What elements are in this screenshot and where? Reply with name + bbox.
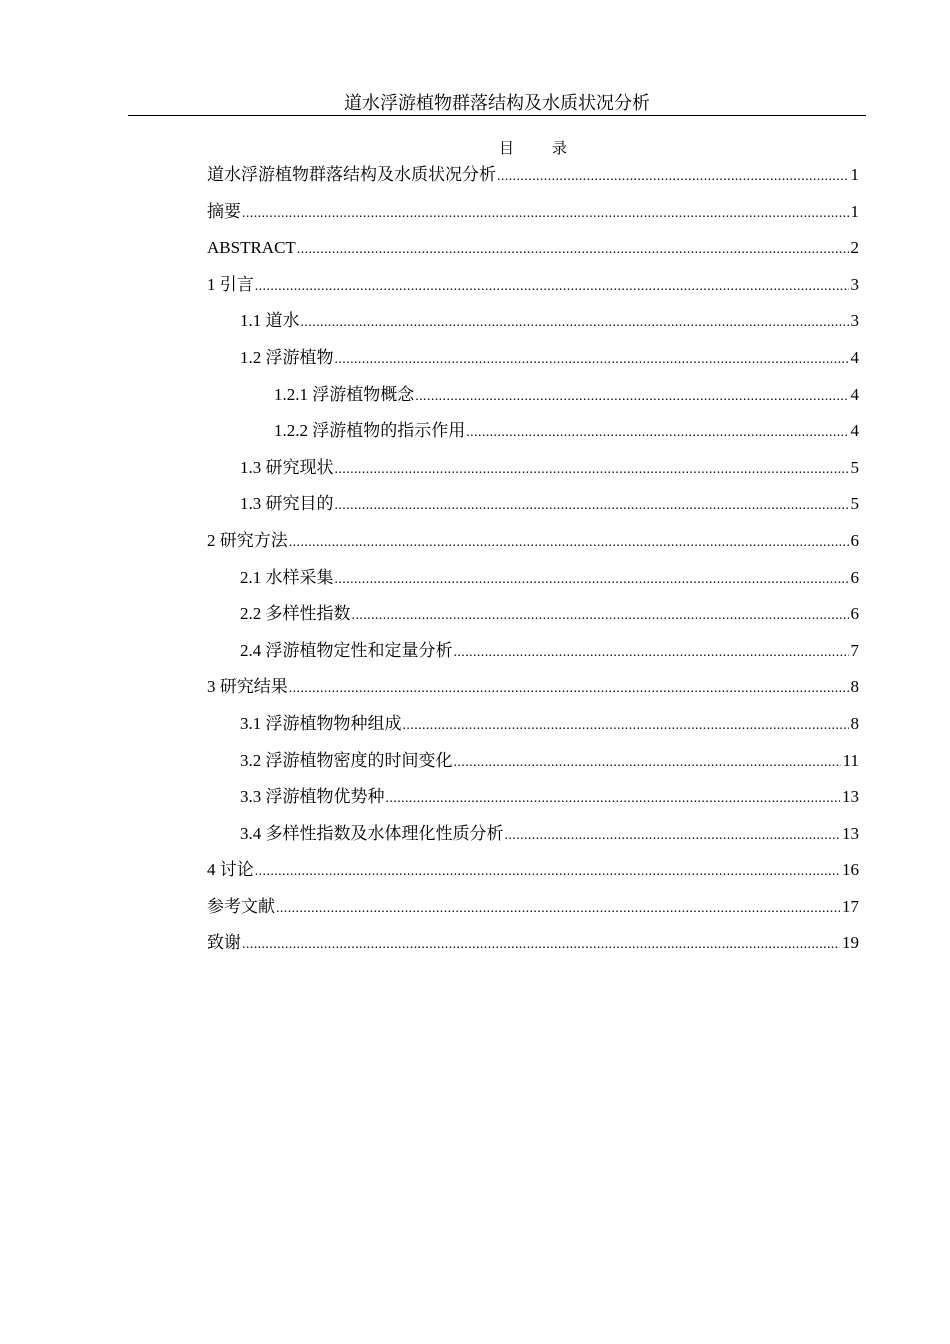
toc-entry-text: 1.2.2 浮游植物的指示作用 <box>274 421 466 441</box>
toc-entry-text: 4 讨论 <box>207 860 254 880</box>
toc-entry-text: ABSTRACT <box>207 238 296 258</box>
toc-entry-text: 1.3 研究现状 <box>240 457 334 477</box>
toc-page-number: 1 <box>850 165 859 184</box>
toc-entry[interactable] <box>207 601 859 638</box>
toc-entry[interactable] <box>207 674 859 711</box>
toc-dot-leader <box>335 457 849 483</box>
toc-page-number: 4 <box>850 421 859 441</box>
toc-dot-leader <box>386 786 841 812</box>
running-header: 道水浮游植物群落结构及水质状况分析 <box>344 93 650 113</box>
toc-entry-text: 致谢 <box>207 933 241 953</box>
toc-entry-text: 2.2 多样性指数 <box>240 604 351 624</box>
toc-entry-text: 3.1 浮游植物物种组成 <box>240 713 402 733</box>
toc-page-number: 8 <box>850 713 859 733</box>
toc-page-number: 1 <box>850 201 859 221</box>
toc-page-number: 6 <box>850 604 859 624</box>
toc-dot-leader <box>289 530 849 556</box>
toc-dot-leader <box>505 823 841 849</box>
toc-entry-text: 1.2.1 浮游植物概念 <box>274 384 415 404</box>
toc-page-number: 17 <box>842 896 859 916</box>
toc-entry-text: 3.3 浮游植物优势种 <box>240 787 385 807</box>
toc-page-number: 7 <box>850 640 859 660</box>
toc-entry[interactable] <box>207 199 859 236</box>
toc-page-number: 3 <box>850 311 859 331</box>
toc-entry[interactable] <box>207 821 859 858</box>
toc-entry[interactable] <box>207 345 859 382</box>
toc-dot-leader <box>297 237 849 263</box>
toc-title: 目录 <box>498 141 605 157</box>
toc-page-number: 6 <box>850 530 859 550</box>
toc-dot-leader <box>403 713 849 739</box>
toc-page-number: 13 <box>842 787 859 807</box>
toc-dot-leader <box>415 384 848 410</box>
toc-dot-leader <box>335 493 849 519</box>
toc-entry[interactable] <box>207 748 859 785</box>
toc-dot-leader <box>255 859 840 885</box>
toc-page-number: 4 <box>850 347 859 367</box>
toc-entry[interactable] <box>207 491 859 528</box>
toc-entry-text: 2.1 水样采集 <box>240 567 334 587</box>
toc-dot-leader <box>335 347 849 373</box>
toc-entry-text: 3 研究结果 <box>207 677 288 697</box>
toc-dot-leader <box>454 750 841 776</box>
toc-entry[interactable] <box>207 565 859 602</box>
toc-entry[interactable] <box>207 528 859 565</box>
toc-entry-text: 1.3 研究目的 <box>240 494 334 514</box>
toc-dot-leader <box>242 201 849 227</box>
toc-page-number: 6 <box>850 567 859 587</box>
toc-entry-text: 1.1 道水 <box>240 311 300 331</box>
toc-entry[interactable] <box>207 638 859 675</box>
toc-dot-leader <box>352 603 849 629</box>
toc-entry[interactable] <box>207 930 859 967</box>
toc-entry-text: 3.4 多样性指数及水体理化性质分析 <box>240 823 504 843</box>
toc-entry-text: 2.4 浮游植物定性和定量分析 <box>240 640 453 660</box>
toc-entry[interactable] <box>207 382 859 419</box>
toc-page-number: 11 <box>842 750 859 770</box>
toc-page-number: 2 <box>850 238 859 258</box>
toc-dot-leader <box>497 164 849 190</box>
toc-page-number: 16 <box>842 860 859 880</box>
toc-entry[interactable] <box>207 711 859 748</box>
toc-page-number: 3 <box>850 274 859 294</box>
toc-entry[interactable] <box>207 857 859 894</box>
toc-dot-leader <box>454 640 849 666</box>
toc-page-number: 4 <box>850 384 859 404</box>
toc-entry[interactable] <box>207 455 859 492</box>
toc-dot-leader <box>255 274 849 300</box>
toc-dot-leader <box>301 310 849 336</box>
toc-entry-text: 2 研究方法 <box>207 530 288 550</box>
toc-dot-leader <box>289 676 849 702</box>
toc-page-number: 8 <box>850 677 859 697</box>
toc-page-number: 5 <box>850 494 859 514</box>
toc-dot-leader <box>466 420 848 446</box>
toc-entry-text: 参考文献 <box>207 896 275 916</box>
toc-page-number: 5 <box>850 457 859 477</box>
toc-dot-leader <box>335 567 849 593</box>
header-divider <box>128 115 866 116</box>
toc-entry[interactable] <box>207 272 859 309</box>
toc-entry-text: 摘要 <box>207 201 241 221</box>
toc-entry[interactable] <box>207 418 859 455</box>
toc-page-number: 13 <box>842 823 859 843</box>
toc-entry[interactable] <box>207 784 859 821</box>
toc-entry[interactable] <box>207 308 859 345</box>
toc-entry-text: 道水浮游植物群落结构及水质状况分析 <box>207 165 496 184</box>
toc-entry[interactable] <box>207 235 859 272</box>
toc-entry-text: 1 引言 <box>207 274 254 294</box>
toc-page-number: 19 <box>842 933 859 953</box>
toc-entry[interactable] <box>207 162 859 199</box>
toc-dot-leader <box>242 932 840 958</box>
table-of-contents <box>207 162 859 967</box>
toc-entry-text: 1.2 浮游植物 <box>240 347 334 367</box>
toc-dot-leader <box>276 896 840 922</box>
toc-entry-text: 3.2 浮游植物密度的时间变化 <box>240 750 453 770</box>
toc-entry[interactable] <box>207 894 859 931</box>
